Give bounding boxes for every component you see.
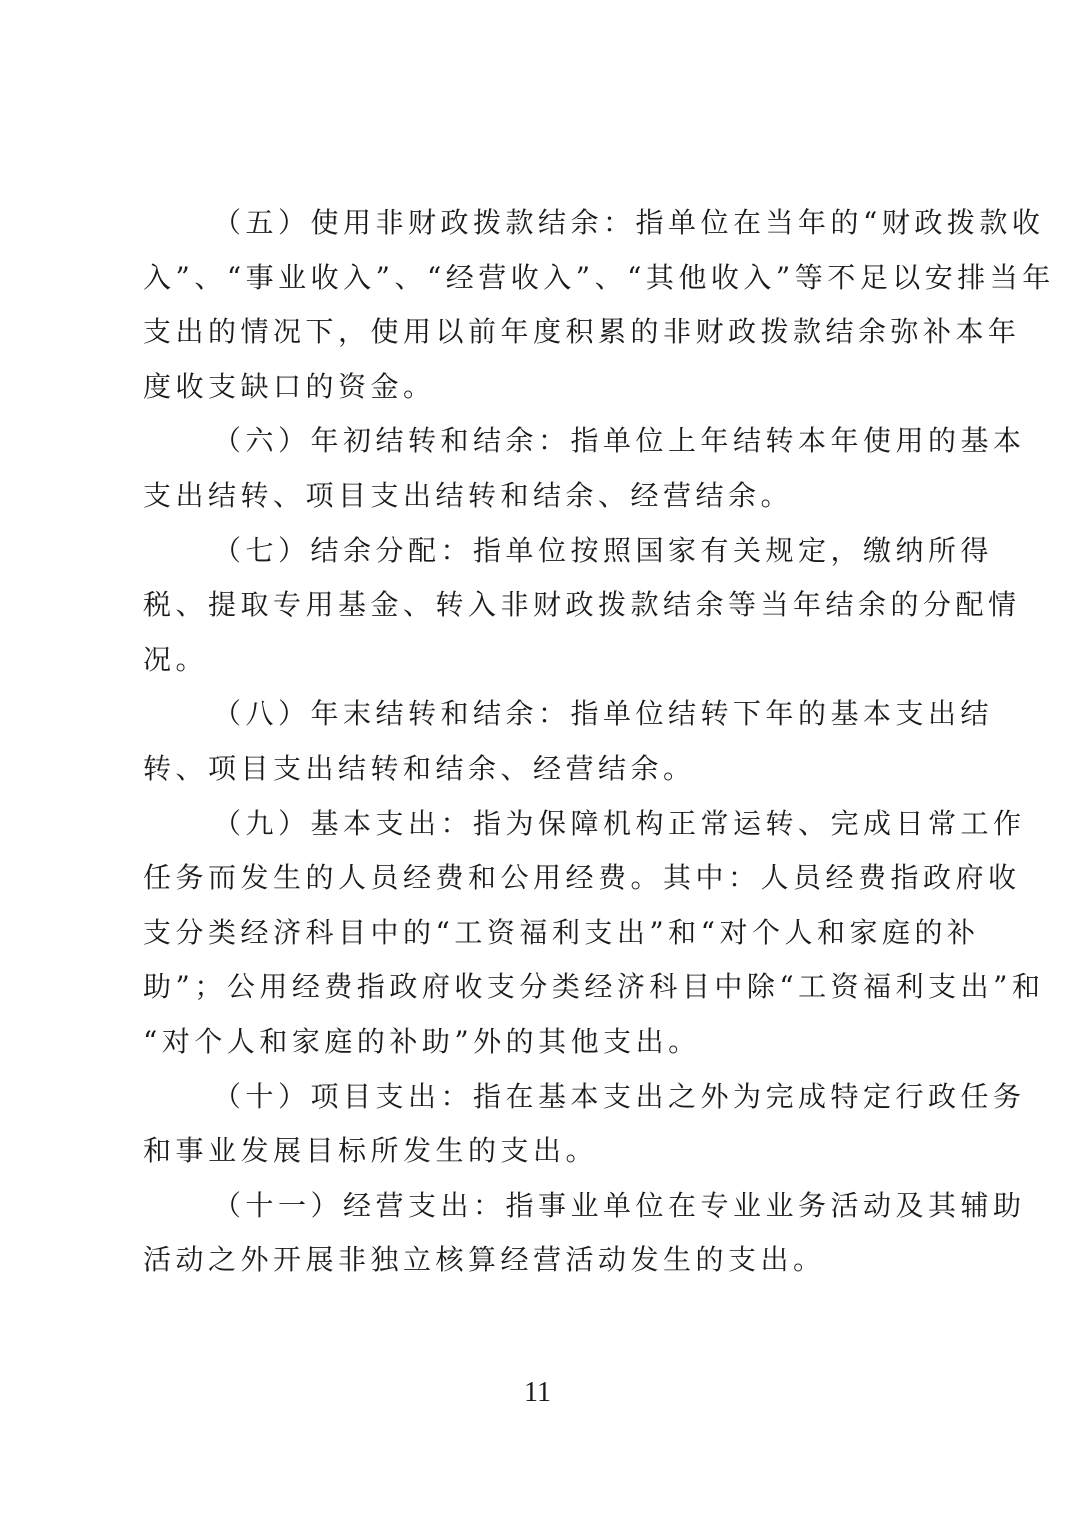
paragraph-7-line-3: 况。 [143,642,209,676]
paragraph-5-line-4: 度收支缺口的资金。 [143,369,436,403]
paragraph-9-line-4: 助”；公用经费指政府收支分类经济科目中除“工资福利支出”和 [143,970,1045,1004]
paragraph-5-line-2: 入”、“事业收入”、“经营收入”、“其他收入”等不足以安排当年 [143,260,1055,294]
paragraph-9-line-3: 支分类经济科目中的“工资福利支出”和“对个人和家庭的补 [143,915,980,949]
paragraph-11-line-1: （十一）经营支出：指事业单位在专业业务活动及其辅助 [213,1188,1026,1222]
paragraph-7-line-1: （七）结余分配：指单位按照国家有关规定，缴纳所得 [213,533,994,567]
paragraph-9-line-5: “对个人和家庭的补助”外的其他支出。 [143,1024,701,1058]
paragraph-6-line-2: 支出结转、项目支出结转和结余、经营结余。 [143,478,794,512]
paragraph-5-line-1: （五）使用非财政拨款结余：指单位在当年的“财政拨款收 [213,206,1045,239]
page-number: 11 [524,1377,551,1408]
paragraph-9-line-2: 任务而发生的人员经费和公用经费。其中：人员经费指政府收 [143,861,1021,895]
paragraph-8-line-1: （八）年末结转和结余：指单位结转下年的基本支出结 [213,697,994,731]
paragraph-7-line-2: 税、提取专用基金、转入非财政拨款结余等当年结余的分配情 [143,588,1021,622]
paragraph-8-line-2: 转、项目支出结转和结余、经营结余。 [143,751,696,785]
document-body [143,196,1055,1288]
paragraph-6-line-1: （六）年初结转和结余：指单位上年结转本年使用的基本 [213,424,1026,458]
paragraph-11-line-2: 活动之外开展非独立核算经营活动发生的支出。 [143,1243,826,1277]
paragraph-9-line-1: （九）基本支出：指为保障机构正常运转、完成日常工作 [213,806,1026,840]
paragraph-10-line-2: 和事业发展目标所发生的支出。 [143,1134,599,1168]
paragraph-10-line-1: （十）项目支出：指在基本支出之外为完成特定行政任务 [213,1079,1026,1113]
paragraph-5-line-3: 支出的情况下，使用以前年度积累的非财政拨款结余弥补本年 [143,315,1021,349]
